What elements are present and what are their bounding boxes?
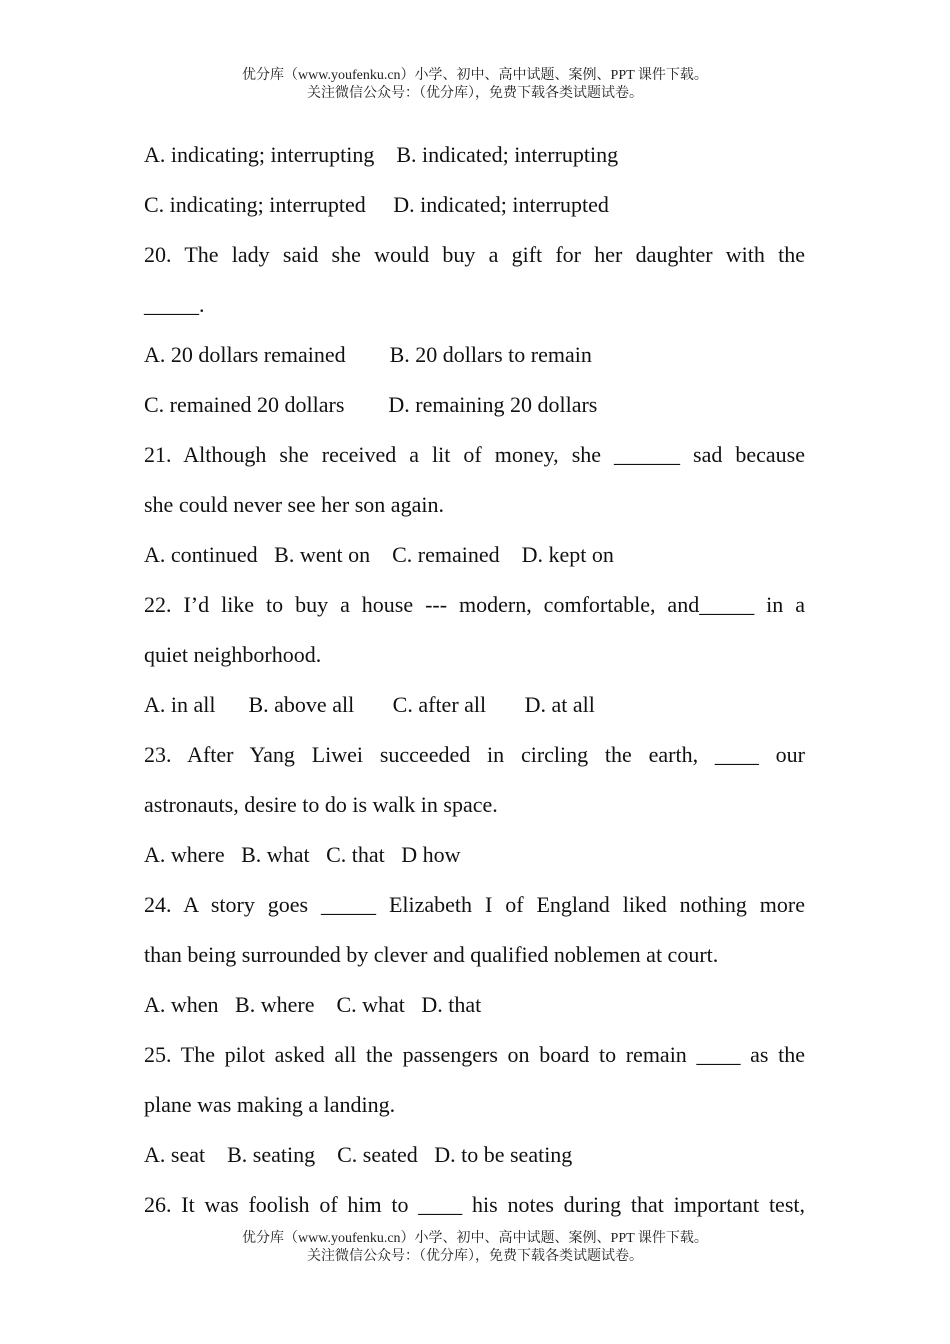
- question-25-continued: plane was making a landing.: [144, 1092, 396, 1117]
- question-25: 25. The pilot asked all the passengers on board to remain ____ as the: [144, 1042, 805, 1067]
- question-24-continued: than being surrounded by clever and qualified noblemen at court.: [144, 942, 719, 967]
- question-21-continued: she could never see her son again.: [144, 492, 444, 517]
- options-line: A. 20 dollars remained B. 20 dollars to remain: [144, 342, 592, 367]
- options-line: A. continued B. went on C. remained D. kept on: [144, 542, 614, 567]
- question-23-continued: astronauts, desire to do is walk in space.: [144, 792, 498, 817]
- options-line: A. in all B. above all C. after all D. at all: [144, 692, 595, 717]
- options-line: A. indicating; interrupting B. indicated; interrupting: [144, 142, 619, 167]
- question-21: 21. Although she received a lit of money, she ______ sad because: [144, 442, 805, 467]
- options-line: C. remained 20 dollars D. remaining 20 dollars: [144, 392, 598, 417]
- page-footer: [0, 1230, 950, 1266]
- options-line: A. when B. where C. what D. that: [144, 992, 482, 1017]
- options-line: A. seat B. seating C. seated D. to be seating: [144, 1142, 573, 1167]
- options-line: C. indicating; interrupted D. indicated; interrupted: [144, 192, 609, 217]
- footer-line-2: 关注微信公众号：（优分库），免费下载各类试题试卷。: [307, 1249, 643, 1264]
- options-line: A. where B. what C. that D how: [144, 842, 461, 867]
- question-20: 20. The lady said she would buy a gift for her daughter with the: [144, 242, 805, 267]
- question-20-continued: _____.: [144, 292, 205, 317]
- question-26: 26. It was foolish of him to ____ his notes during that important test,: [144, 1192, 805, 1217]
- exam-content: [144, 130, 805, 1230]
- footer-line-1: 优分库（www.youfenku.cn）小学、初中、高中试题、案例、PPT 课件下载。: [242, 1231, 708, 1246]
- question-23: 23. After Yang Liwei succeeded in circling the earth, ____ our: [144, 742, 805, 767]
- question-22-continued: quiet neighborhood.: [144, 642, 322, 667]
- header-line-2: 关注微信公众号：（优分库），免费下载各类试题试卷。: [307, 86, 643, 101]
- page-header: [0, 67, 950, 103]
- question-24: 24. A story goes _____ Elizabeth I of England liked nothing more: [144, 892, 805, 917]
- question-22: 22. I’d like to buy a house --- modern, comfortable, and_____ in a: [144, 592, 805, 617]
- header-line-1: 优分库（www.youfenku.cn）小学、初中、高中试题、案例、PPT 课件下载。: [242, 68, 708, 83]
